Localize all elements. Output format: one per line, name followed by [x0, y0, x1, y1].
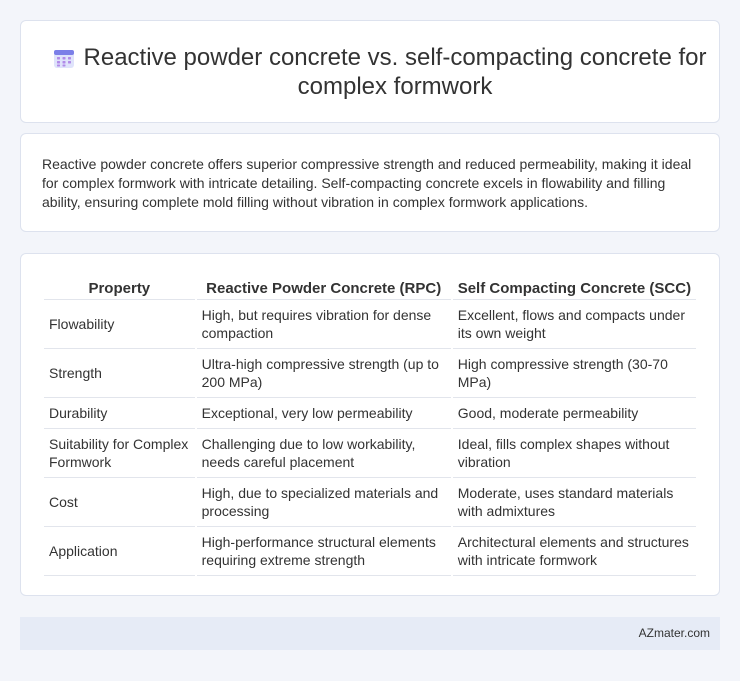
table-cell-property: Cost	[44, 478, 195, 527]
table-cell-scc: Moderate, uses standard materials with admixtures	[453, 478, 696, 527]
summary-card	[20, 133, 720, 232]
comparison-table-card	[20, 253, 720, 596]
table-cell-property: Strength	[44, 349, 195, 398]
title-card	[20, 20, 720, 123]
table-header-row	[44, 276, 696, 300]
header-property: Property	[44, 276, 195, 300]
table-row	[44, 429, 696, 478]
table-cell-rpc: Challenging due to low workability, needs careful placement	[197, 429, 451, 478]
table-cell-rpc: High, due to specialized materials and processing	[197, 478, 451, 527]
table-row	[44, 349, 696, 398]
table-row	[44, 300, 696, 349]
page-title: Reactive powder concrete vs. self-compacting concrete for complex formwork	[83, 44, 707, 100]
table-cell-scc: High compressive strength (30-70 MPa)	[453, 349, 696, 398]
footer-brand: AZmater.com	[638, 626, 710, 640]
footer-bar	[20, 617, 720, 650]
table-cell-property: Flowability	[44, 300, 195, 349]
table-cell-property: Application	[44, 527, 195, 576]
table-cell-rpc: Ultra-high compressive strength (up to 200 MPa)	[197, 349, 451, 398]
table-cell-rpc: Exceptional, very low permeability	[197, 398, 451, 429]
table-row	[44, 398, 696, 429]
header-scc: Self Compacting Concrete (SCC)	[453, 276, 696, 300]
header-rpc: Reactive Powder Concrete (RPC)	[197, 276, 451, 300]
table-cell-scc: Excellent, flows and compacts under its own weight	[453, 300, 696, 349]
table-cell-rpc: High-performance structural elements requiring extreme strength	[197, 527, 451, 576]
summary-text: Reactive powder concrete offers superior compressive strength and reduced permeability, making it ideal for complex formwork with intricate detailing. Self-compacting concrete excels in flowability and filling ability, ensuring complete mold filling without vibration in complex formwork applications.	[42, 156, 692, 210]
table-cell-property: Durability	[44, 398, 195, 429]
comparison-table	[42, 276, 698, 576]
table-row	[44, 478, 696, 527]
table-cell-scc: Architectural elements and structures with intricate formwork	[453, 527, 696, 576]
table-cell-scc: Ideal, fills complex shapes without vibration	[453, 429, 696, 478]
table-cell-property: Suitability for Complex Formwork	[44, 429, 195, 478]
table-row	[44, 527, 696, 576]
table-cell-scc: Good, moderate permeability	[453, 398, 696, 429]
table-cell-rpc: High, but requires vibration for dense compaction	[197, 300, 451, 349]
